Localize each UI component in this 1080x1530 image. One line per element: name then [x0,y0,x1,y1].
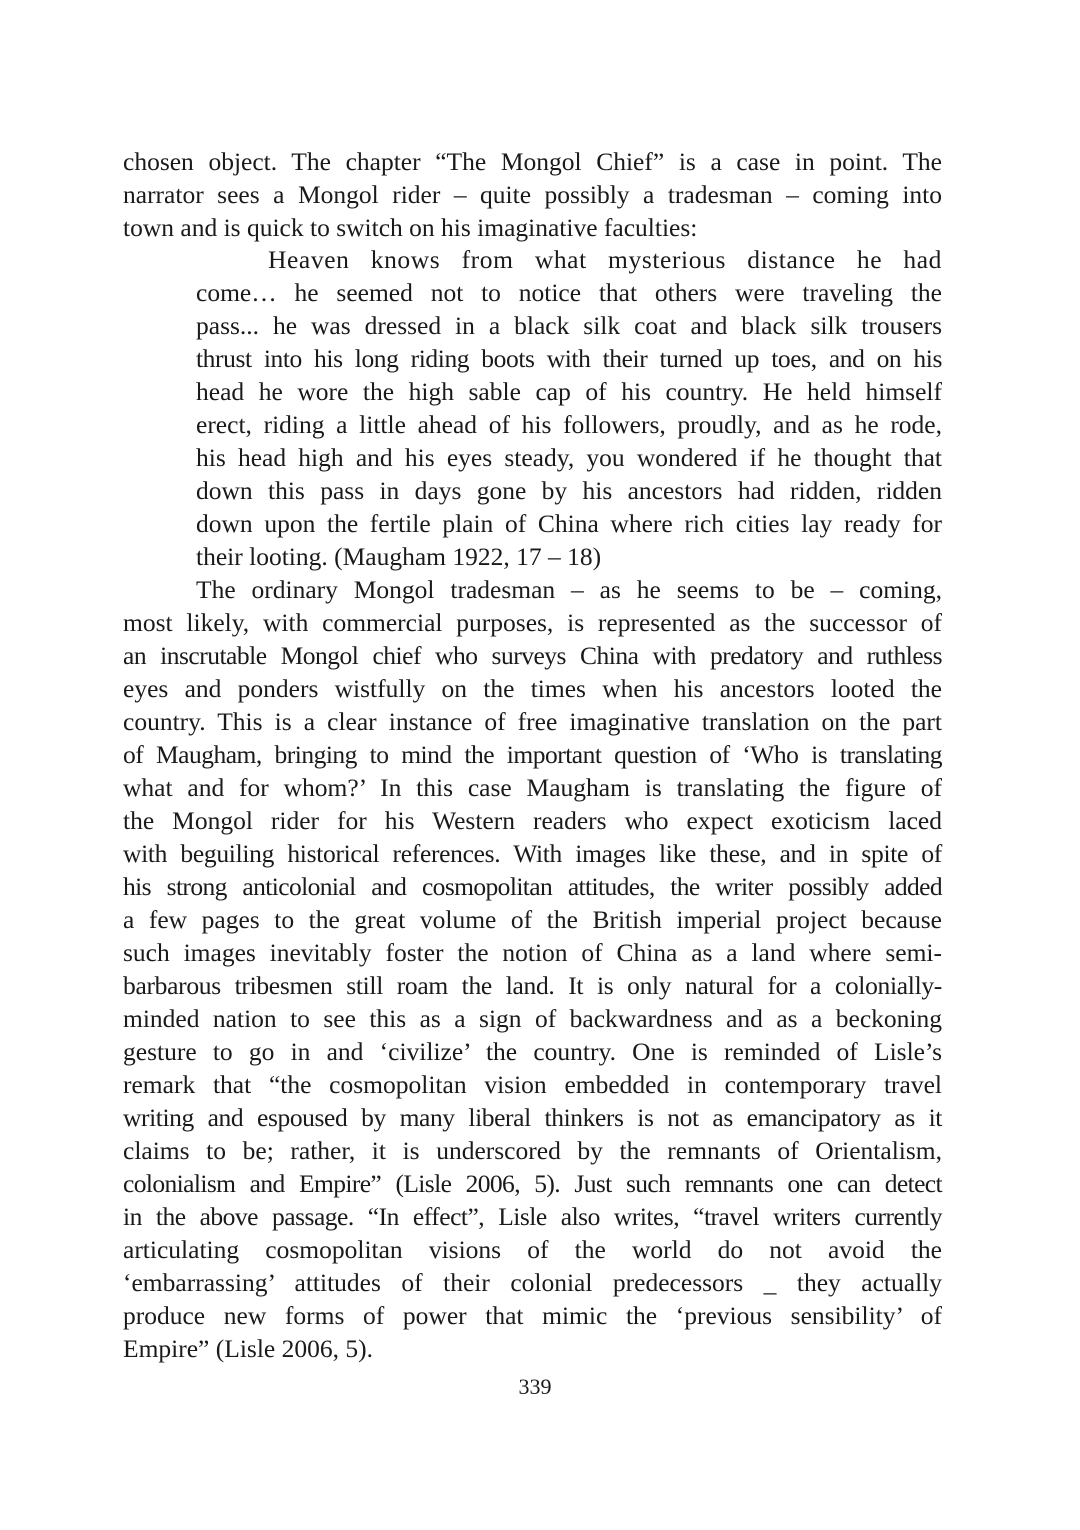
text-line: articulating cosmopolitan visions of the world do not avoid the [123,1235,942,1264]
text-line: Empire” (Lisle 2006, 5). [123,1334,373,1363]
quote-line: down upon the fertile plain of China where rich cities lay ready for [196,509,942,538]
text-line: gesture to go in and ‘civilize’ the country. One is reminded of Lisle’s [123,1037,942,1066]
text-line: the Mongol rider for his Western readers who expect exoticism laced [123,806,942,835]
text-line: barbarous tribesmen still roam the land. It is only natural for a colonially- [123,971,942,1000]
text-line: his strong anticolonial and cosmopolitan attitudes, the writer possibly added [123,872,942,901]
text-line: colonialism and Empire” (Lisle 2006, 5). Just such remnants one can detect [123,1169,942,1198]
text-line: country. This is a clear instance of free imaginative translation on the part [123,707,942,736]
text-line: with beguiling historical references. With images like these, and in spite of [123,839,942,868]
page-number: 339 [518,1374,552,1399]
text-line: produce new forms of power that mimic the ‘previous sensibility’ of [123,1301,942,1330]
text-line: most likely, with commercial purposes, is represented as the successor of [123,608,942,637]
quote-line: Heaven knows from what mysterious distance he had [268,245,942,274]
quote-line: down this pass in days gone by his ancestors had ridden, ridden [196,476,942,505]
text-line: an inscrutable Mongol chief who surveys China with predatory and ruthless [123,641,942,670]
text-line: in the above passage. “In effect”, Lisle also writes, “travel writers currently [123,1202,942,1231]
text-line: ‘embarrassing’ attitudes of their colonial predecessors _ they actually [123,1268,942,1297]
text-line: what and for whom?’ In this case Maugham is translating the figure of [123,773,942,802]
quote-line: come… he seemed not to notice that others were traveling the [196,278,942,307]
quote-line: head he wore the high sable cap of his country. He held himself [196,377,942,406]
text-line: writing and espoused by many liberal thinkers is not as emancipatory as it [123,1103,942,1132]
text-line: eyes and ponders wistfully on the times when his ancestors looted the [123,674,942,703]
quote-line: erect, riding a little ahead of his followers, proudly, and as he rode, [196,410,942,439]
text-line: narrator sees a Mongol rider – quite possibly a tradesman – coming into [123,180,942,209]
text-line: a few pages to the great volume of the British imperial project because [123,905,942,934]
text-line: chosen object. The chapter “The Mongol Chief” is a case in point. The [123,147,942,176]
text-line: such images inevitably foster the notion of China as a land where semi- [123,938,942,967]
text-line: claims to be; rather, it is underscored by the remnants of Orientalism, [123,1136,942,1165]
text-line: of Maugham, bringing to mind the important question of ‘Who is translating [123,740,942,769]
text-line: minded nation to see this as a sign of backwardness and as a beckoning [123,1004,942,1033]
text-line: The ordinary Mongol tradesman – as he seems to be – coming, [196,575,942,604]
text-line: remark that “the cosmopolitan vision embedded in contemporary travel [123,1070,942,1099]
quote-citation: their looting. (Maugham 1922, 17 – 18) [196,542,602,571]
quote-line: thrust into his long riding boots with their turned up toes, and on his [196,344,942,373]
text-line: town and is quick to switch on his imaginative faculties: [123,213,698,242]
quote-line: his head high and his eyes steady, you wondered if he thought that [196,443,942,472]
quote-line: pass... he was dressed in a black silk coat and black silk trousers [196,311,942,340]
